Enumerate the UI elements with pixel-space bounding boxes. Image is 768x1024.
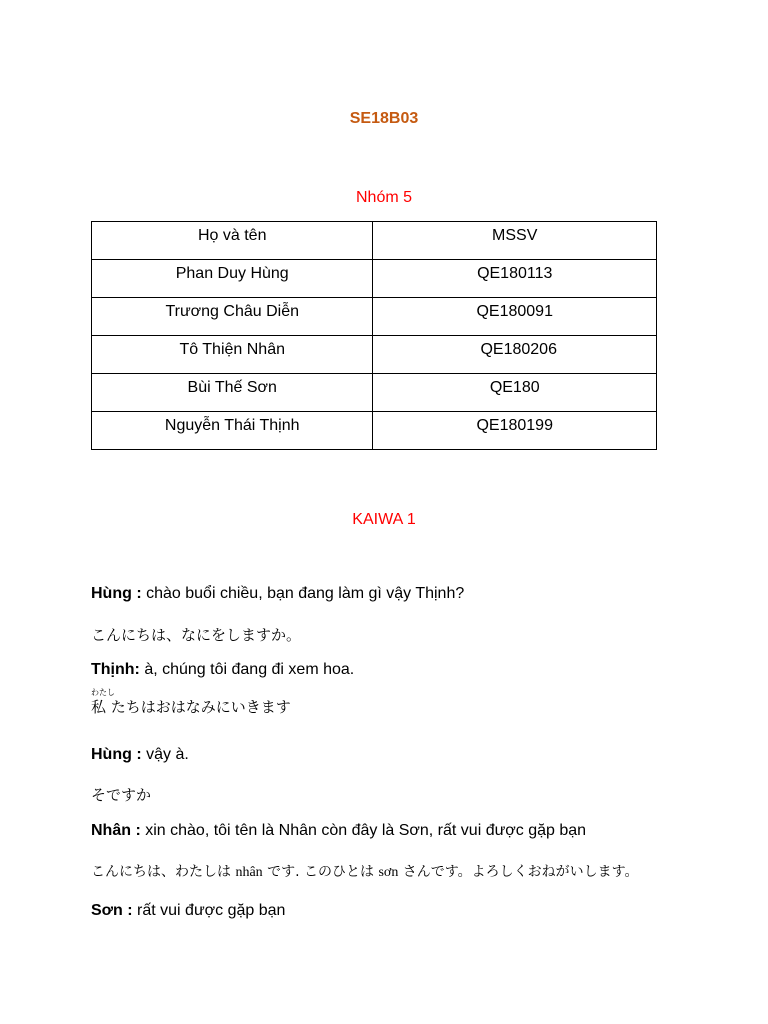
table-row bbox=[92, 260, 657, 298]
group-name-heading: Nhóm 5 bbox=[355, 189, 413, 206]
dialogue-line bbox=[91, 661, 354, 679]
dialogue-text: xin chào, tôi tên là Nhân còn đây là Sơn, rất vui được gặp bạn bbox=[140, 822, 587, 839]
japanese-text: たちはおはなみにいきます bbox=[106, 698, 291, 716]
dialogue-text: rất vui được gặp bạn bbox=[132, 902, 286, 919]
japanese-text: さんです。よろしくおねがいします。 bbox=[398, 864, 639, 880]
kaiwa-title: KAIWA 1 bbox=[352, 511, 416, 528]
column-header-student-id: MSSV bbox=[373, 222, 657, 260]
dialogue-line bbox=[91, 746, 189, 764]
member-name: Nguyễn Thái Thịnh bbox=[92, 412, 373, 450]
japanese-text: です. このひとは bbox=[262, 864, 379, 880]
dialogue-text: chào buổi chiều, bạn đang làm gì vậy Thịnh? bbox=[141, 585, 465, 602]
speaker-label: Nhân : bbox=[91, 822, 141, 839]
furigana-reading: わたし bbox=[91, 688, 115, 697]
kanji-word: 私 bbox=[91, 698, 107, 716]
member-name: Phan Duy Hùng bbox=[92, 260, 373, 298]
member-student-id: QE180206 bbox=[373, 336, 657, 374]
dialogue-text: à, chúng tôi đang đi xem hoa. bbox=[139, 661, 355, 678]
column-header-name: Họ và tên bbox=[92, 222, 373, 260]
dialogue-line bbox=[91, 585, 464, 603]
table-row bbox=[92, 374, 657, 412]
speaker-label: Hùng : bbox=[91, 746, 142, 763]
member-name: Bùi Thế Sơn bbox=[92, 374, 373, 412]
speaker-label: Thịnh: bbox=[91, 661, 140, 678]
japanese-text: こんにちは、わたしは bbox=[91, 864, 236, 880]
table-row bbox=[92, 412, 657, 450]
dialogue-line bbox=[91, 902, 285, 920]
speaker-label: Hùng : bbox=[91, 585, 142, 602]
table-row bbox=[92, 298, 657, 336]
name-word: sơn bbox=[378, 865, 399, 880]
speaker-label: Sơn : bbox=[91, 902, 133, 919]
member-student-id: QE180091 bbox=[373, 298, 657, 336]
japanese-line bbox=[91, 861, 639, 881]
member-name: Tô Thiện Nhân bbox=[92, 336, 373, 374]
table-row bbox=[92, 336, 657, 374]
members-table bbox=[91, 221, 657, 450]
japanese-line: そですか bbox=[91, 786, 152, 804]
table-header-row bbox=[92, 222, 657, 260]
member-student-id: QE180199 bbox=[373, 412, 657, 450]
dialogue-line bbox=[91, 822, 586, 840]
class-code-heading: SE18B03 bbox=[349, 110, 419, 127]
dialogue-text: vậy à. bbox=[141, 746, 189, 763]
name-word: nhân bbox=[235, 865, 263, 880]
japanese-line: こんにちは、なにをしますか。 bbox=[91, 626, 302, 644]
member-name: Trương Châu Diễn bbox=[92, 298, 373, 336]
member-student-id: QE180113 bbox=[373, 260, 657, 298]
japanese-line-with-furigana bbox=[91, 688, 291, 717]
member-student-id: QE180 bbox=[373, 374, 657, 412]
